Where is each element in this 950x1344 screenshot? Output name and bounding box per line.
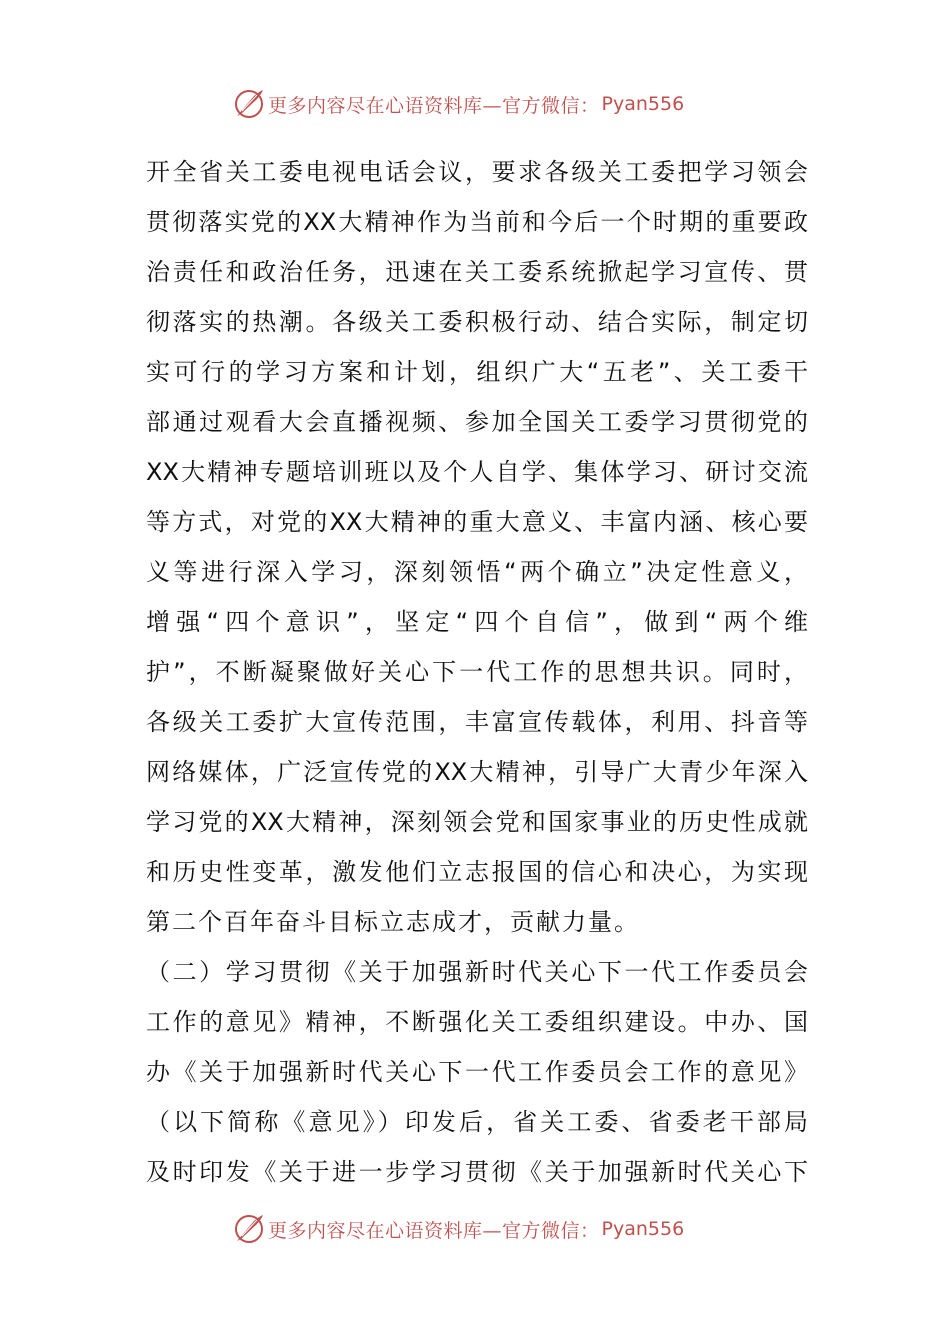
text-line: 护”，不断凝聚做好关心下一代工作的思想共识。同时， bbox=[146, 658, 808, 686]
text-line: 增强“四个意识”，坚定“四个自信”，做到“两个维 bbox=[146, 608, 808, 636]
text-line: 各级关工委扩大宣传范围，丰富宣传载体，利用、抖音等 bbox=[146, 708, 808, 736]
watermark-text: 更多内容尽在心语资料库—官方微信： bbox=[268, 94, 600, 117]
text-line: 开全省关工委电视电话会议，要求各级关工委把学习领会 bbox=[146, 158, 808, 186]
text-line: 部通过观看大会直播视频、参加全国关工委学习贯彻党的 bbox=[146, 408, 808, 436]
text-line: 学习党的XX大精神，深刻领会党和国家事业的历史性成就 bbox=[146, 808, 808, 836]
text-line: 工作的意见》精神，不断强化关工委组织建设。中办、国 bbox=[146, 1008, 808, 1036]
text-line: 实可行的学习方案和计划，组织广大“五老”、关工委干 bbox=[146, 358, 808, 386]
text-line: 等方式，对党的XX大精神的重大意义、丰富内涵、核心要 bbox=[146, 508, 808, 536]
quill-pen-circle-icon bbox=[232, 87, 266, 121]
text-line: 办《关于加强新时代关心下一代工作委员会工作的意见》 bbox=[146, 1058, 808, 1086]
footer-watermark bbox=[232, 1212, 684, 1246]
text-line: 网络媒体，广泛宣传党的XX大精神，引导广大青少年深入 bbox=[146, 758, 808, 786]
text-line: 义等进行深入学习，深刻领悟“两个确立”决定性意义， bbox=[146, 558, 808, 586]
watermark-wechat-id: Pyan556 bbox=[601, 1218, 685, 1240]
text-line: 和历史性变革，激发他们立志报国的信心和决心，为实现 bbox=[146, 858, 808, 886]
text-line: 治责任和政治任务，迅速在关工委系统掀起学习宣传、贯 bbox=[146, 258, 808, 286]
quill-pen-circle-icon bbox=[232, 1212, 266, 1246]
watermark-text: 更多内容尽在心语资料库—官方微信： bbox=[268, 1219, 600, 1242]
text-line: XX大精神专题培训班以及个人自学、集体学习、研讨交流 bbox=[146, 458, 808, 486]
text-line: （以下简称《意见》）印发后，省关工委、省委老干部局 bbox=[146, 1108, 808, 1136]
text-line: （二）学习贯彻《关于加强新时代关心下一代工作委员会 bbox=[146, 958, 808, 986]
watermark-wechat-id: Pyan556 bbox=[601, 93, 685, 115]
body-text bbox=[146, 147, 808, 1197]
text-line: 贯彻落实党的XX大精神作为当前和今后一个时期的重要政 bbox=[146, 208, 808, 236]
text-line: 彻落实的热潮。各级关工委积极行动、结合实际，制定切 bbox=[146, 308, 808, 336]
text-line: 及时印发《关于进一步学习贯彻《关于加强新时代关心下 bbox=[146, 1158, 808, 1186]
header-watermark bbox=[232, 87, 684, 121]
text-line: 第二个百年奋斗目标立志成才，贡献力量。 bbox=[146, 908, 640, 936]
